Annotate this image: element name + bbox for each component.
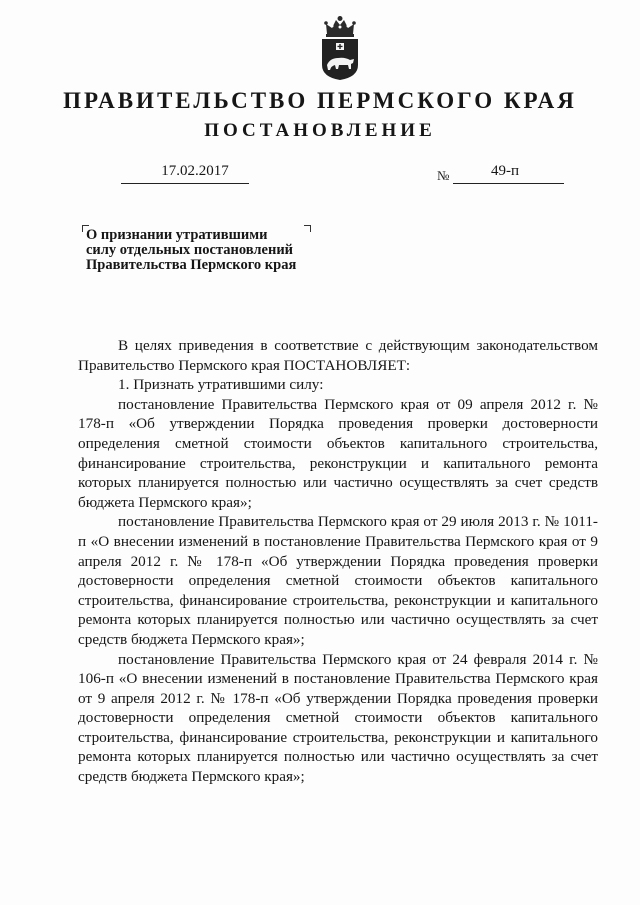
body-paragraph: 1. Признать утратившими силу: (118, 376, 324, 394)
subject-line: О признании утратившими (86, 227, 268, 243)
subject-line: Правительства Пермского края (86, 257, 297, 273)
body-paragraph: постановление Правительства Пермского края от 29 июля 2013 г. № 1011-п «О внесении изменений в постановление Правительства Пермского края от 9 апреля 2012 г. № 178-п «Об утверждении Порядка проведения проверки достоверности определения сметной стоимости объектов капитального строительства, финансирование строительства, реконструкции и капитального ремонта которых планируется полностью или частично осуществлять за счет средств бюджета Пермского края»; (78, 513, 598, 648)
document-date: 17.02.2017 (161, 163, 229, 179)
document-subject (86, 228, 326, 273)
document-date-field (121, 163, 249, 184)
body-paragraph: постановление Правительства Пермского края от 24 февраля 2014 г. № 106-п «О внесении изменений в постановление Правительства Пермского края от 9 апреля 2012 г. № 178-п «Об утверждении Порядка проведения проверки достоверности определения сметной стоимости объектов капитального строительства, финансирование строительства, реконструкции и капитального ремонта которых планируется полностью или частично осуществлять за счет средств бюджета Пермского края»; (78, 650, 598, 786)
subject-line: силу отдельных постановлений (86, 242, 294, 258)
number-sign: № (437, 168, 450, 183)
document-number-field (453, 163, 564, 184)
body-paragraph: постановление Правительства Пермского края от 09 апреля 2012 г. № 178-п «Об утверждении Порядка проведения проверки достоверности определения сметной стоимости объектов капитального строительства, финансирование строительства, реконструкции и капитального ремонта которых планируется полностью или частично осуществлять за счет средств бюджета Пермского края»; (78, 395, 598, 511)
document-number: 49-п (491, 163, 520, 179)
body-paragraph: В целях приведения в соответствие с действующим законодательством Правительство Пермского края ПОСТАНОВЛЯЕТ: (78, 337, 598, 374)
coat-of-arms-icon (318, 15, 362, 81)
document-body (78, 336, 598, 787)
document-type-title: ПОСТАНОВЛЕНИЕ (204, 120, 436, 141)
organization-title: ПРАВИТЕЛЬСТВО ПЕРМСКОГО КРАЯ (63, 88, 577, 113)
